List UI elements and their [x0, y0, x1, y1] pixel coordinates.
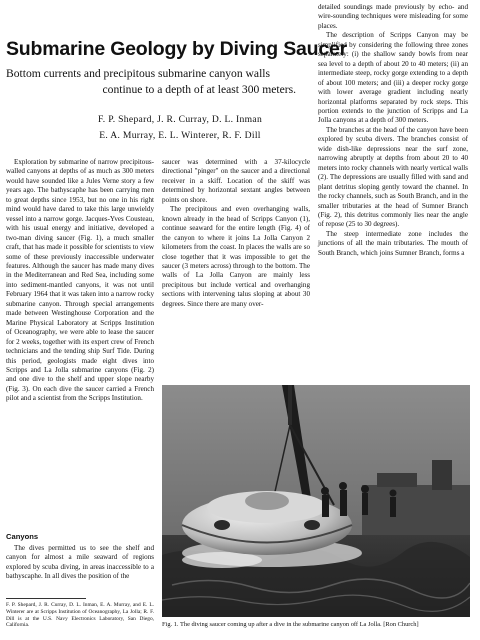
- subtitle-line-1: Bottom currents and precipitous submarine canyon walls: [6, 67, 271, 80]
- diving-saucer-photo: [162, 385, 470, 617]
- column-2-paragraph-2: The precipitous and even overhanging walls, known already in the head of Scripps Canyon (1), continue seaward for the entire length (Fig. 4) of the canyon to where it joins La Jolla Canyon 2 kilometers from the coast. In places the walls are so close together that it was impossible to get the saucer (3 meters across) through to the bottom. The walls of La Jolla Canyon are mainly less precipitous but include vertical and overhanging sections with intervening talus sloping at about 30 degrees. Since there are many over-: [162, 205, 310, 308]
- article-title: Submarine Geology by Diving Saucer: [6, 38, 348, 60]
- column-2-paragraph-1: saucer was determined with a 37-kilocycle directional "pinger" on the saucer and a directional receiver in a skiff. Location of the skiff was determined by horizontal sextant angles between points on shore.: [162, 158, 310, 204]
- column-3-paragraph-3: The branches at the head of the canyon have been explored by scuba divers. The branches consist of wide dish-like depressions near the surf zone, narrowing abruptly at depths from about 20 to 40 meters into rocky channels with nearly vertical walls (2). The depressions are usually filled with sand and plant detritus sloping gently toward the channel. In the rocky channels, such as South Branch, and in the smaller tributaries at the head of Sumner Branch (Fig. 2), this detritus commonly lies near the angle of repose (25 to 30 degrees).: [318, 125, 468, 229]
- column-3-paragraph-2: The description of Scripps Canyon may be simplified by considering the following three zones separately: (i) the shallow sandy bowls from near sea level to a depth of about 20 to 40 meters; (ii) an intermediate steep, rocky gorge extending to a depth of about 100 meters; and (iii) a deeper rocky gorge with lower average gradient including nearly horizontal platforms separated by rock steps. This portion extends to the junction of Scripps and La Jolla canyons at a depth of 300 meters.: [318, 31, 468, 125]
- subtitle-line-2: continue to a depth of at least 300 meters.: [102, 82, 296, 96]
- article-subtitle: [6, 66, 306, 97]
- column-1-body: [6, 158, 154, 404]
- column-2-body: [162, 158, 310, 309]
- section-heading-canyons: Canyons: [6, 532, 39, 541]
- authors-line-1: F. P. Shepard, J. R. Curray, D. L. Inman: [97, 114, 263, 125]
- diving-saucer-photo-image: [162, 385, 470, 617]
- figure-1-caption: Fig. 1. The diving saucer coming up after a dive in the submarine canyon off La Jolla. [Ron Church]: [162, 621, 419, 628]
- intro-paragraph: Exploration by submarine of narrow precipitous-walled canyons at depths of as much as 300 meters would have sounded like a Jules Verne story a few years ago. The bathyscaphe has been carrying men to great depths since 1953, but no one in his right mind would have dared to take this large unwieldy vessel into a narrow gorge. Jacques-Yves Cousteau, with his usual energy and initiative, developed a two-man diving saucer (Fig. 1), a much smaller craft, that has made it possible for scientists to view some of these previously inaccessible underwater features. Although the saucer has made many dives in the Mediterranean and Red Sea, including some into sediment-mantled canyons, it was not until February 1964 that it was taken into a narrow rocky submarine canyon. Through special arrangements made between Westinghouse Corporation and the Marine Physical Laboratory at Scripps Institution of Oceanography, we were able to lease the saucer for 2 weeks, together with its expert crew of French technicians and the tending ship Surf Tide. During this period, geologists made eight dives into Scripps and La Jolla submarine canyons (Fig. 2) and one dive to the shelf and upper slope nearby (Fig. 3). On each dive the saucer carried a French pilot and a scientist from the Scripps Institution.: [6, 158, 154, 403]
- author-affiliation-footnote: F. P. Shepard, J. R. Curray, D. L. Inman, E. A. Murray, and E. L. Winterer are at Scripps Institution of Oceanography, La Jolla; R. F. Dill is at the U.S. Navy Electronics Laboratory, San Diego, California.: [6, 602, 154, 629]
- footnote-divider: [6, 598, 86, 599]
- column-3-body: [318, 3, 468, 258]
- author-list: [60, 112, 300, 144]
- column-3-paragraph-1: detailed soundings made previously by echo- and wire-sounding techniques were misleading for some places.: [318, 3, 468, 30]
- authors-line-2: E. A. Murray, E. L. Winterer, R. F. Dill: [99, 130, 261, 141]
- canyons-paragraph: The dives permitted us to see the shelf and canyon for almost a mile seaward of regions explored by scuba diving, in areas inaccessible to a bathyscaphe. In all dives the position of the: [6, 544, 154, 581]
- column-3-paragraph-4: The steep intermediate zone includes the junctions of all the main tributaries. The mouth of South Branch, which joins Sumner Branch, forms a: [318, 229, 468, 257]
- column-1-continued: [6, 544, 154, 582]
